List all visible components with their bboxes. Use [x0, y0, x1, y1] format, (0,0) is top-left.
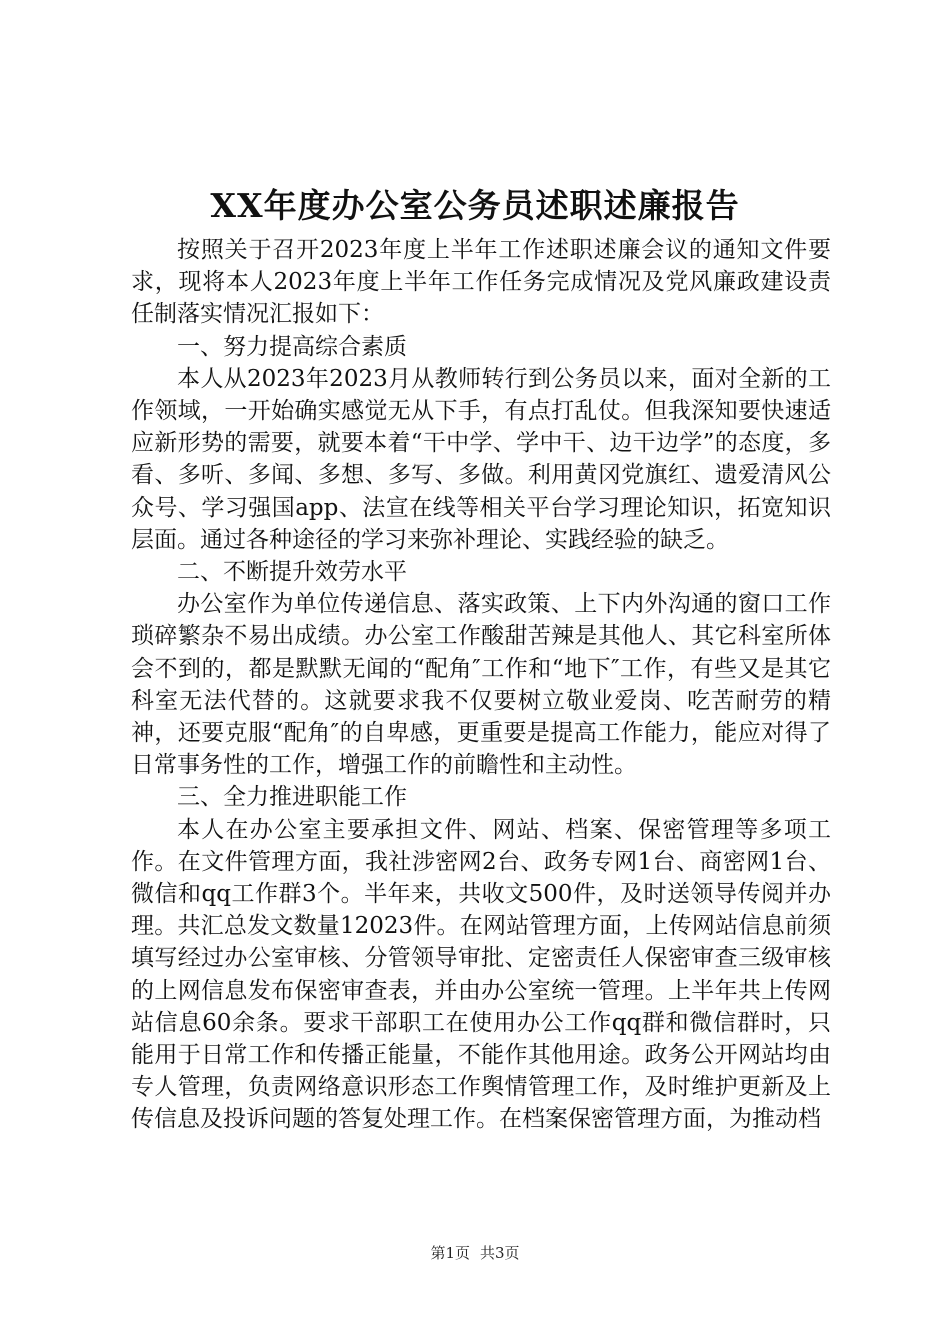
document-title: XX年度办公室公务员述职述廉报告 — [210, 186, 740, 225]
page-total: 共3页 — [480, 1244, 520, 1262]
intro-paragraph: 按照关于召开2023年度上半年工作述职述廉会议的通知文件要求，现将本人2023年度上半年工作任务完成情况及党风廉政建设责任制落实情况汇报如下： — [131, 237, 831, 328]
document-body — [131, 234, 831, 1136]
section-paragraph-2: 办公室作为单位传递信息、落实政策、上下内外沟通的窗口工作琐碎繁杂不易出成绩。办公室工作酸甜苦辣是其他人、其它科室所体会不到的，都是默默无闻的“配角″工作和“地下″工作，有些又是其它科室无法代替的。这就要求我不仅要树立敬业爱岗、吃苦耐劳的精神，还要克服“配角″的自卑感，更重要是提高工作能力，能应对得了日常事务性的工作，增强工作的前瞻性和主动性。 — [131, 591, 831, 779]
page-footer — [0, 1242, 950, 1264]
section-heading-1: 一、努力提高综合素质 — [177, 333, 407, 360]
section-heading-3: 三、全力推进职能工作 — [177, 784, 407, 811]
page-number: 第1页 — [430, 1244, 470, 1262]
section-heading-2: 二、不断提升效劳水平 — [177, 559, 407, 586]
section-paragraph-3: 本人在办公室主要承担文件、网站、档案、保密管理等多项工作。在文件管理方面，我社涉密网2台、政务专网1台、商密网1台、微信和qq工作群3个。半年来，共收文500件，及时送领导传阅并办理。共汇总发文数量12023件。在网站管理方面，上传网站信息前须填写经过办公室审核、分管领导审批、定密责任人保密审查三级审核的上网信息发布保密审查表，并由办公室统一管理。上半年共上传网站信息60余条。要求干部职工在使用办公工作qq群和微信群时，只能用于日常工作和传播正能量，不能作其他用途。政务公开网站均由专人管理，负责网络意识形态工作舆情管理工作，及时维护更新及上传信息及投诉问题的答复处理工作。在档案保密管理方面，为推动档 — [131, 816, 831, 1133]
section-paragraph-1: 本人从2023年2023月从教师转行到公务员以来，面对全新的工作领域，一开始确实感觉无从下手，有点打乱仗。但我深知要快速适应新形势的需要，就要本着“干中学、学中干、边干边学”的态度，多看、多听、多闻、多想、多写、多做。利用黄冈党旗红、遗爱清风公众号、学习强国app、法宣在线等相关平台学习理论知识，拓宽知识层面。通过各种途径的学习来弥补理论、实践经验的缺乏。 — [131, 365, 831, 553]
